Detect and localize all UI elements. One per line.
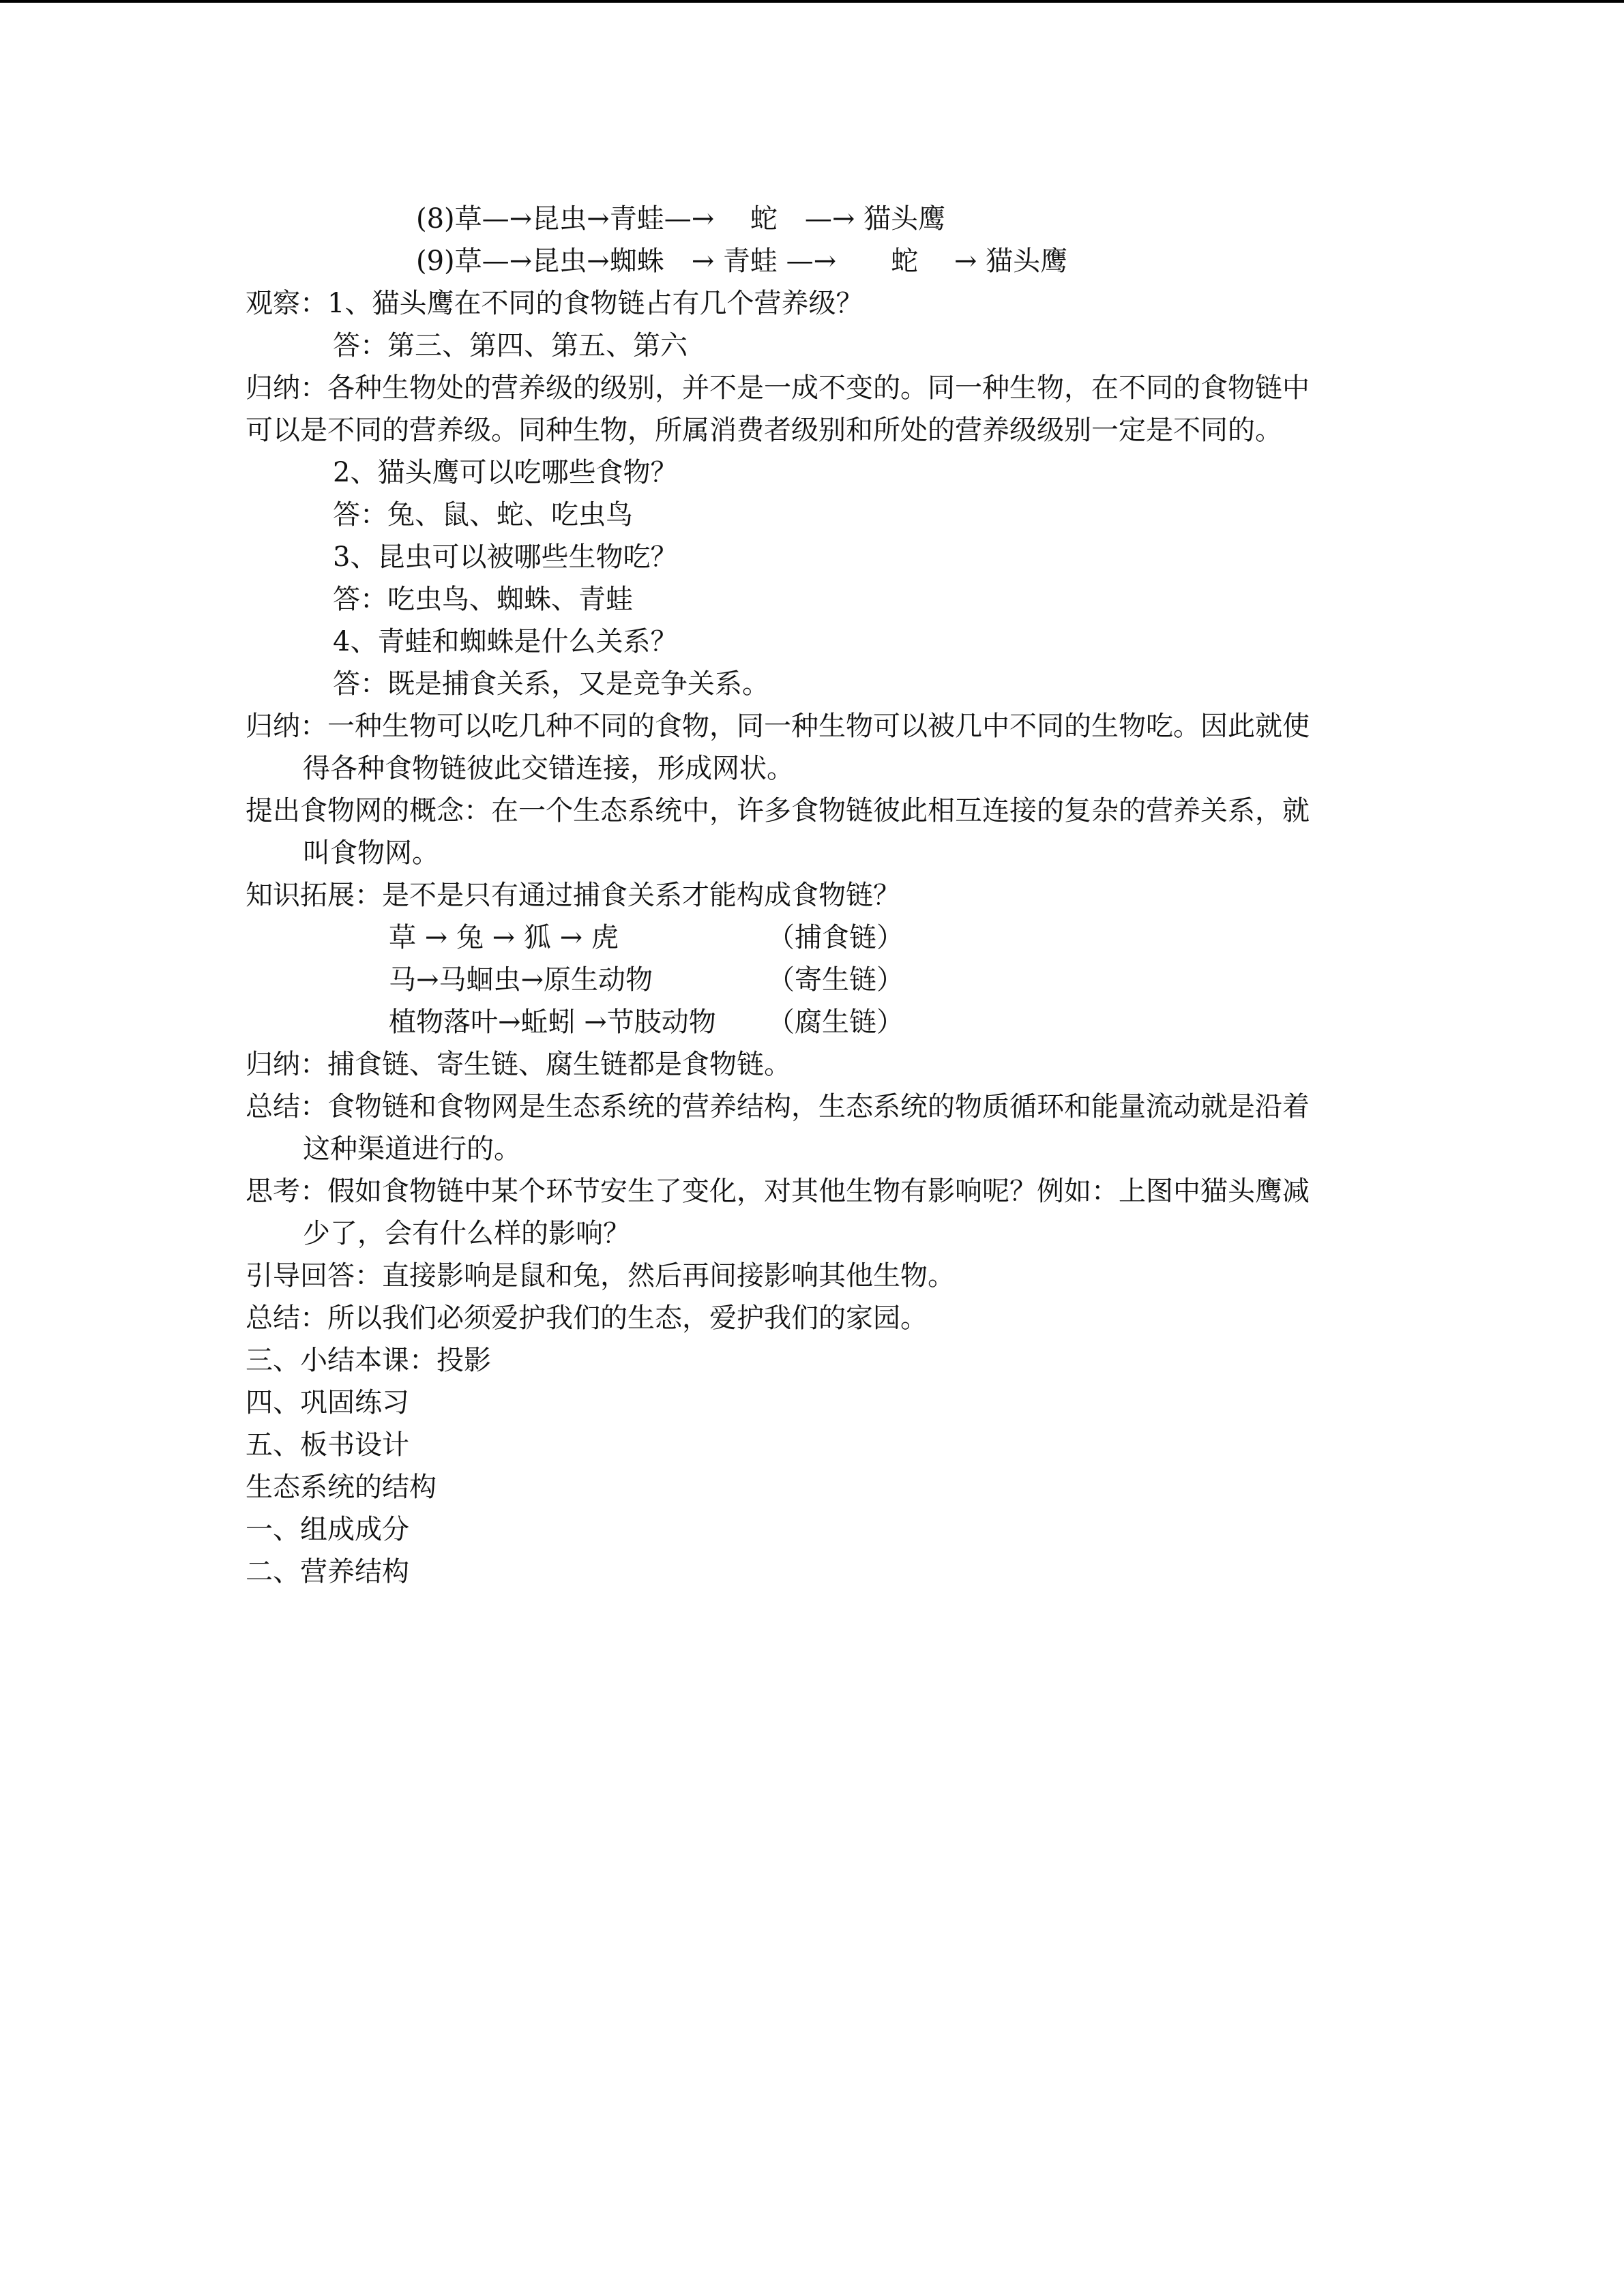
- text-line: 四、巩固练习: [246, 1387, 409, 1418]
- text-line: 知识拓展：是不是只有通过捕食关系才能构成食物链？: [246, 880, 900, 911]
- document-page: [246, 198, 1371, 1593]
- chain-type-label: （捕食链）: [767, 922, 904, 953]
- text-line: 2、猫头鹰可以吃哪些食物？: [333, 457, 678, 488]
- text-line: 答：第三、第四、第五、第六: [333, 330, 688, 361]
- text-line: 得各种食物链彼此交错连接，形成网状。: [303, 753, 794, 784]
- text-line: 提出食物网的概念：在一个生态系统中，许多食物链彼此相互连接的复杂的营养关系，就: [246, 795, 1310, 826]
- text-line: 生态系统的结构: [246, 1472, 437, 1503]
- chain-text: 马→马蛔虫→原生动物: [389, 964, 653, 996]
- page-top-border: [0, 0, 1624, 3]
- chain-text: 草 → 兔 → 狐 → 虎: [389, 922, 619, 953]
- text-line: 3、昆虫可以被哪些生物吃？: [333, 541, 678, 573]
- text-line: 观察：1、猫头鹰在不同的食物链占有几个营养级？: [246, 288, 863, 319]
- text-block-1: [246, 198, 1371, 916]
- text-line: 引导回答：直接影响是鼠和兔，然后再间接影响其他生物。: [246, 1260, 955, 1292]
- text-line: 归纳：一种生物可以吃几种不同的食物，同一种生物可以被几中不同的生物吃。因此就使: [246, 711, 1310, 742]
- text-line: 二、营养结构: [246, 1556, 409, 1587]
- text-line: 可以是不同的营养级。同种生物，所属消费者级别和所处的营养级级别一定是不同的。: [246, 415, 1282, 446]
- text-line: 一、组成成分: [246, 1514, 409, 1545]
- text-line: 总结：所以我们必须爱护我们的生态，爱护我们的家园。: [246, 1302, 928, 1334]
- text-line: 三、小结本课：投影: [246, 1345, 491, 1376]
- chain-text: 植物落叶→蚯蚓 →节肢动物: [389, 1007, 716, 1038]
- chain-row: [246, 916, 1371, 959]
- text-line: 五、板书设计: [246, 1429, 409, 1461]
- chain-type-label: （腐生链）: [767, 1007, 904, 1038]
- text-line: 叫食物网。: [303, 837, 439, 869]
- text-line: 答：既是捕食关系，又是竞争关系。: [333, 668, 769, 700]
- text-line: (9)草—→昆虫→蜘蛛 → 青蛙 —→ 蛇 → 猫头鹰: [416, 245, 1068, 277]
- text-line: 答：兔、鼠、蛇、吃虫鸟: [333, 499, 633, 531]
- text-line: 思考：假如食物链中某个环节安生了变化，对其他生物有影响呢？例如：上图中猫头鹰减: [246, 1176, 1310, 1207]
- text-line: 少了，会有什么样的影响？: [303, 1218, 630, 1249]
- text-line: 答：吃虫鸟、蜘蛛、青蛙: [333, 584, 633, 615]
- chain-row: [246, 959, 1371, 1001]
- text-line: 归纳：捕食链、寄生链、腐生链都是食物链。: [246, 1049, 791, 1080]
- chain-row: [246, 1001, 1371, 1043]
- text-block-2: [246, 1043, 1371, 1593]
- chain-examples: [246, 916, 1371, 1043]
- text-line: 归纳：各种生物处的营养级的级别，并不是一成不变的。同一种生物，在不同的食物链中: [246, 372, 1310, 404]
- text-line: 这种渠道进行的。: [303, 1133, 521, 1165]
- text-line: 4、青蛙和蜘蛛是什么关系？: [333, 626, 678, 657]
- chain-type-label: （寄生链）: [767, 964, 904, 996]
- text-line: (8)草—→昆虫→青蛙—→ 蛇 —→ 猫头鹰: [416, 203, 946, 235]
- text-line: 总结：食物链和食物网是生态系统的营养结构，生态系统的物质循环和能量流动就是沿着: [246, 1091, 1310, 1122]
